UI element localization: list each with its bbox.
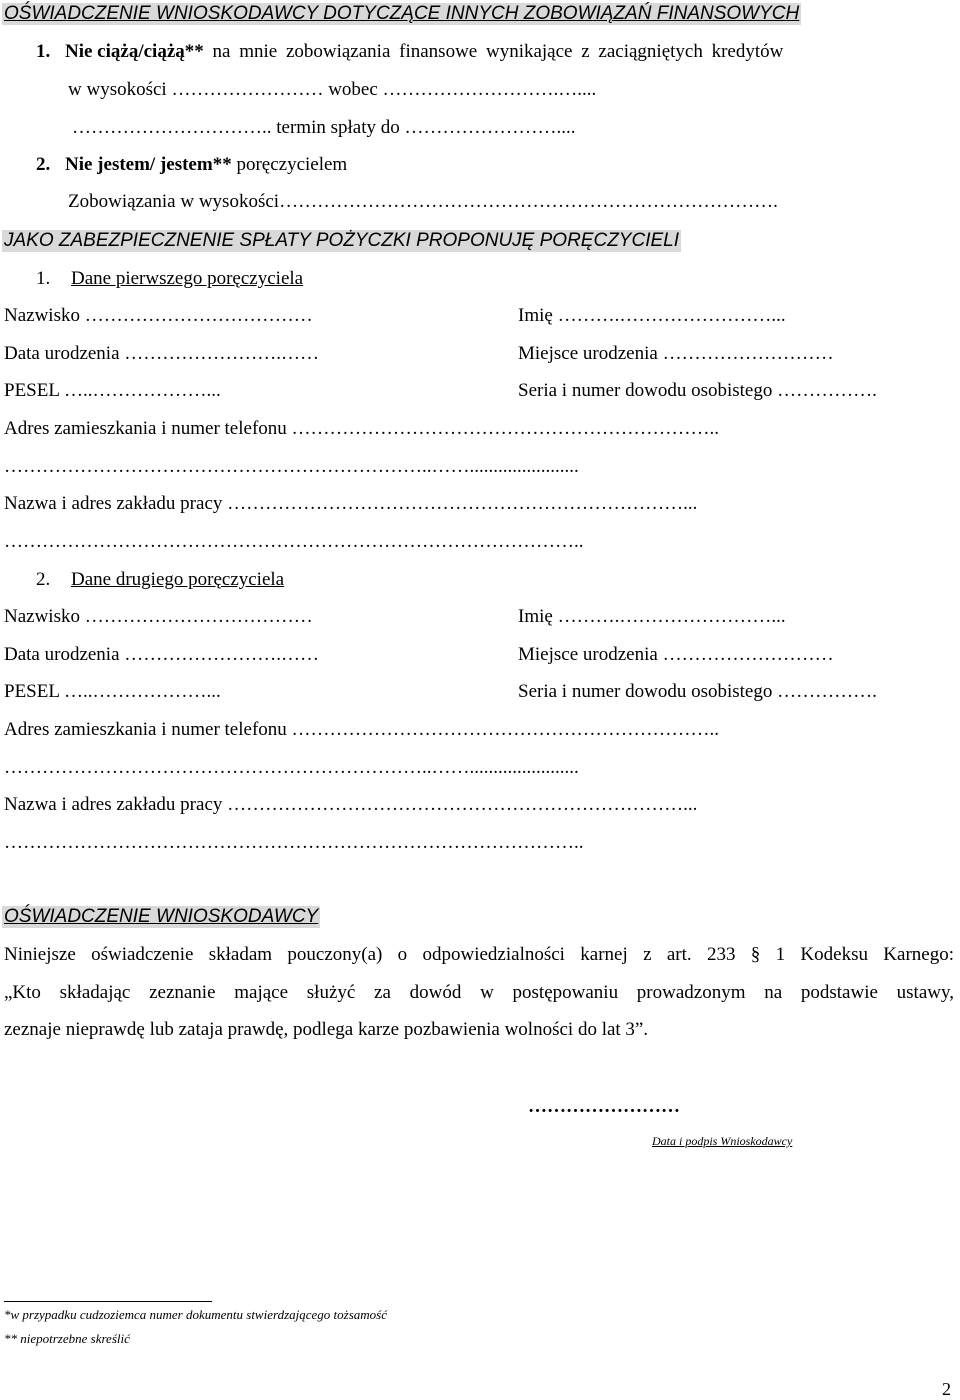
footnote-separator (4, 1301, 212, 1302)
name-fill[interactable]: ……….……………………... (552, 606, 786, 627)
g2-id-row (518, 681, 877, 703)
address-fill[interactable]: ………………………………………………………….. (286, 719, 720, 740)
statement-line-1: Niniejsze oświadczenie składam pouczony(a) o odpowiedzialności karnej z art. 233 § 1 Kodeksu Karnego: (4, 944, 954, 965)
g2-birthdate-row (4, 644, 319, 666)
g1-address-row-2[interactable]: …………………………………………………………..……....................... (4, 456, 579, 477)
address-label: Adres zamieszkania i numer telefonu (4, 719, 287, 740)
guarantor-2-title (36, 569, 284, 591)
guarantor-text: poręczycielem (231, 154, 348, 175)
guarantor-number: 2. (36, 569, 51, 590)
pesel-fill[interactable]: …..………………... (59, 380, 221, 401)
amount-fill[interactable]: …………………… (166, 79, 329, 100)
g1-address-row (4, 418, 719, 440)
g2-address-row-2[interactable]: …………………………………………………………..……....................... (4, 757, 579, 778)
obligations-text: na mnie zobowiązania finansowe wynikające z zaciągniętych kredytów (203, 41, 784, 62)
birthplace-label: Miejsce urodzenia (518, 644, 658, 665)
obligations-term-line (72, 117, 575, 139)
obligations-amount-line (68, 79, 596, 101)
birthplace-fill[interactable]: ……………………… (657, 343, 834, 364)
guarantor-title: Dane pierwszego poręczyciela (71, 268, 304, 289)
pesel-label: PESEL (4, 681, 60, 702)
birthplace-label: Miejsce urodzenia (518, 343, 658, 364)
obligations-choice: Nie ciążą/ciążą** (65, 41, 204, 62)
name-label: Imię (518, 606, 553, 627)
creditor-fill[interactable]: ……………………….….... (377, 79, 597, 100)
g2-address-row (4, 719, 719, 741)
g2-work-row (4, 794, 697, 816)
address-label: Adres zamieszkania i numer telefonu (4, 418, 287, 439)
section-heading-guarantors: JAKO ZABEZPIECZNENIE SPŁATY POŻYCZKI PROPONUJĘ PORĘCZYCIELI (4, 230, 679, 251)
g2-pesel-row (4, 681, 221, 703)
obligations-item-1 (36, 41, 783, 63)
id-fill[interactable]: ……………. (772, 380, 877, 401)
birthdate-label: Data urodzenia (4, 644, 120, 665)
obligations-item-2 (36, 154, 347, 176)
birthdate-label: Data urodzenia (4, 343, 120, 364)
guarantor-1-title (36, 268, 303, 290)
section-heading-statement: OŚWIADCZENIE WNIOSKODAWCY (4, 906, 319, 927)
item-number: 2. (36, 154, 51, 175)
id-label: Seria i numer dowodu osobistego (518, 681, 773, 702)
g1-surname-row (4, 305, 313, 327)
birthplace-fill[interactable]: ……………………… (657, 644, 834, 665)
term-fill[interactable]: …………………….... (399, 117, 576, 138)
g1-work-row (4, 493, 697, 515)
guarantor-number: 1. (36, 268, 51, 289)
guarantor-title: Dane drugiego poręczyciela (71, 569, 285, 590)
statement-line-3: zeznaje nieprawdę lub zataja prawdę, podlega karze pozbawienia wolności do lat 3”. (4, 1019, 649, 1040)
g2-name-row (518, 606, 786, 628)
statement-line-2: „Kto składając zeznanie mające służyć za dowód w postępowaniu prowadzonym na podstawie ustawy, (4, 982, 954, 1003)
surname-fill[interactable]: ……………………………… (79, 606, 313, 627)
work-label: Nazwa i adres zakładu pracy (4, 493, 223, 514)
pesel-label: PESEL (4, 380, 60, 401)
signature-label: Data i podpis Wnioskodawcy (652, 1134, 793, 1148)
work-label: Nazwa i adres zakładu pracy (4, 794, 223, 815)
g2-work-row-2[interactable]: ……………………………………………………………………………….. (4, 832, 584, 853)
footnote-1: *w przypadku cudzoziemca numer dokumentu stwierdzającego tożsamość (4, 1307, 387, 1322)
term-label: termin spłaty do (276, 117, 400, 138)
work-fill[interactable]: ………………………………………………………………... (222, 794, 698, 815)
creditor-label: wobec (328, 79, 378, 100)
address-fill[interactable]: ………………………………………………………….. (286, 418, 720, 439)
guarantor-choice: Nie jestem/ jestem** (65, 154, 232, 175)
surname-fill[interactable]: ……………………………… (79, 305, 313, 326)
footnote-2: ** niepotrzebne skreślić (4, 1331, 130, 1346)
id-fill[interactable]: ……………. (772, 681, 877, 702)
work-fill[interactable]: ………………………………………………………………... (222, 493, 698, 514)
creditor-fill-cont[interactable]: ………………………….. (72, 117, 277, 138)
birthdate-fill[interactable]: …………………….…… (119, 644, 320, 665)
g1-pesel-row (4, 380, 221, 402)
g1-birthplace-row (518, 343, 834, 365)
g1-work-row-2[interactable]: ……………………………………………………………………………….. (4, 531, 584, 552)
page-number: 2 (942, 1379, 951, 1399)
guarantee-amount-label: Zobowiązania w wysokości (68, 191, 280, 212)
surname-label: Nazwisko (4, 305, 80, 326)
amount-label: w wysokości (68, 79, 167, 100)
item-number: 1. (36, 41, 51, 62)
g1-name-row (518, 305, 786, 327)
guarantee-amount-fill[interactable]: ……………………………………………………………………. (279, 191, 778, 212)
g1-birthdate-row (4, 343, 319, 365)
g1-id-row (518, 380, 877, 402)
guarantee-amount-line (68, 191, 778, 213)
birthdate-fill[interactable]: …………………….…… (119, 343, 320, 364)
surname-label: Nazwisko (4, 606, 80, 627)
name-label: Imię (518, 305, 553, 326)
pesel-fill[interactable]: …..………………... (59, 681, 221, 702)
name-fill[interactable]: ……….……………………... (552, 305, 786, 326)
id-label: Seria i numer dowodu osobistego (518, 380, 773, 401)
section-heading-obligations: OŚWIADCZENIE WNIOSKODAWCY DOTYCZĄCE INNYCH ZOBOWIĄZAŃ FINANSOWYCH (4, 3, 800, 24)
g2-birthplace-row (518, 644, 834, 666)
g2-surname-row (4, 606, 313, 628)
signature-fill[interactable]: …………………… (528, 1096, 680, 1117)
